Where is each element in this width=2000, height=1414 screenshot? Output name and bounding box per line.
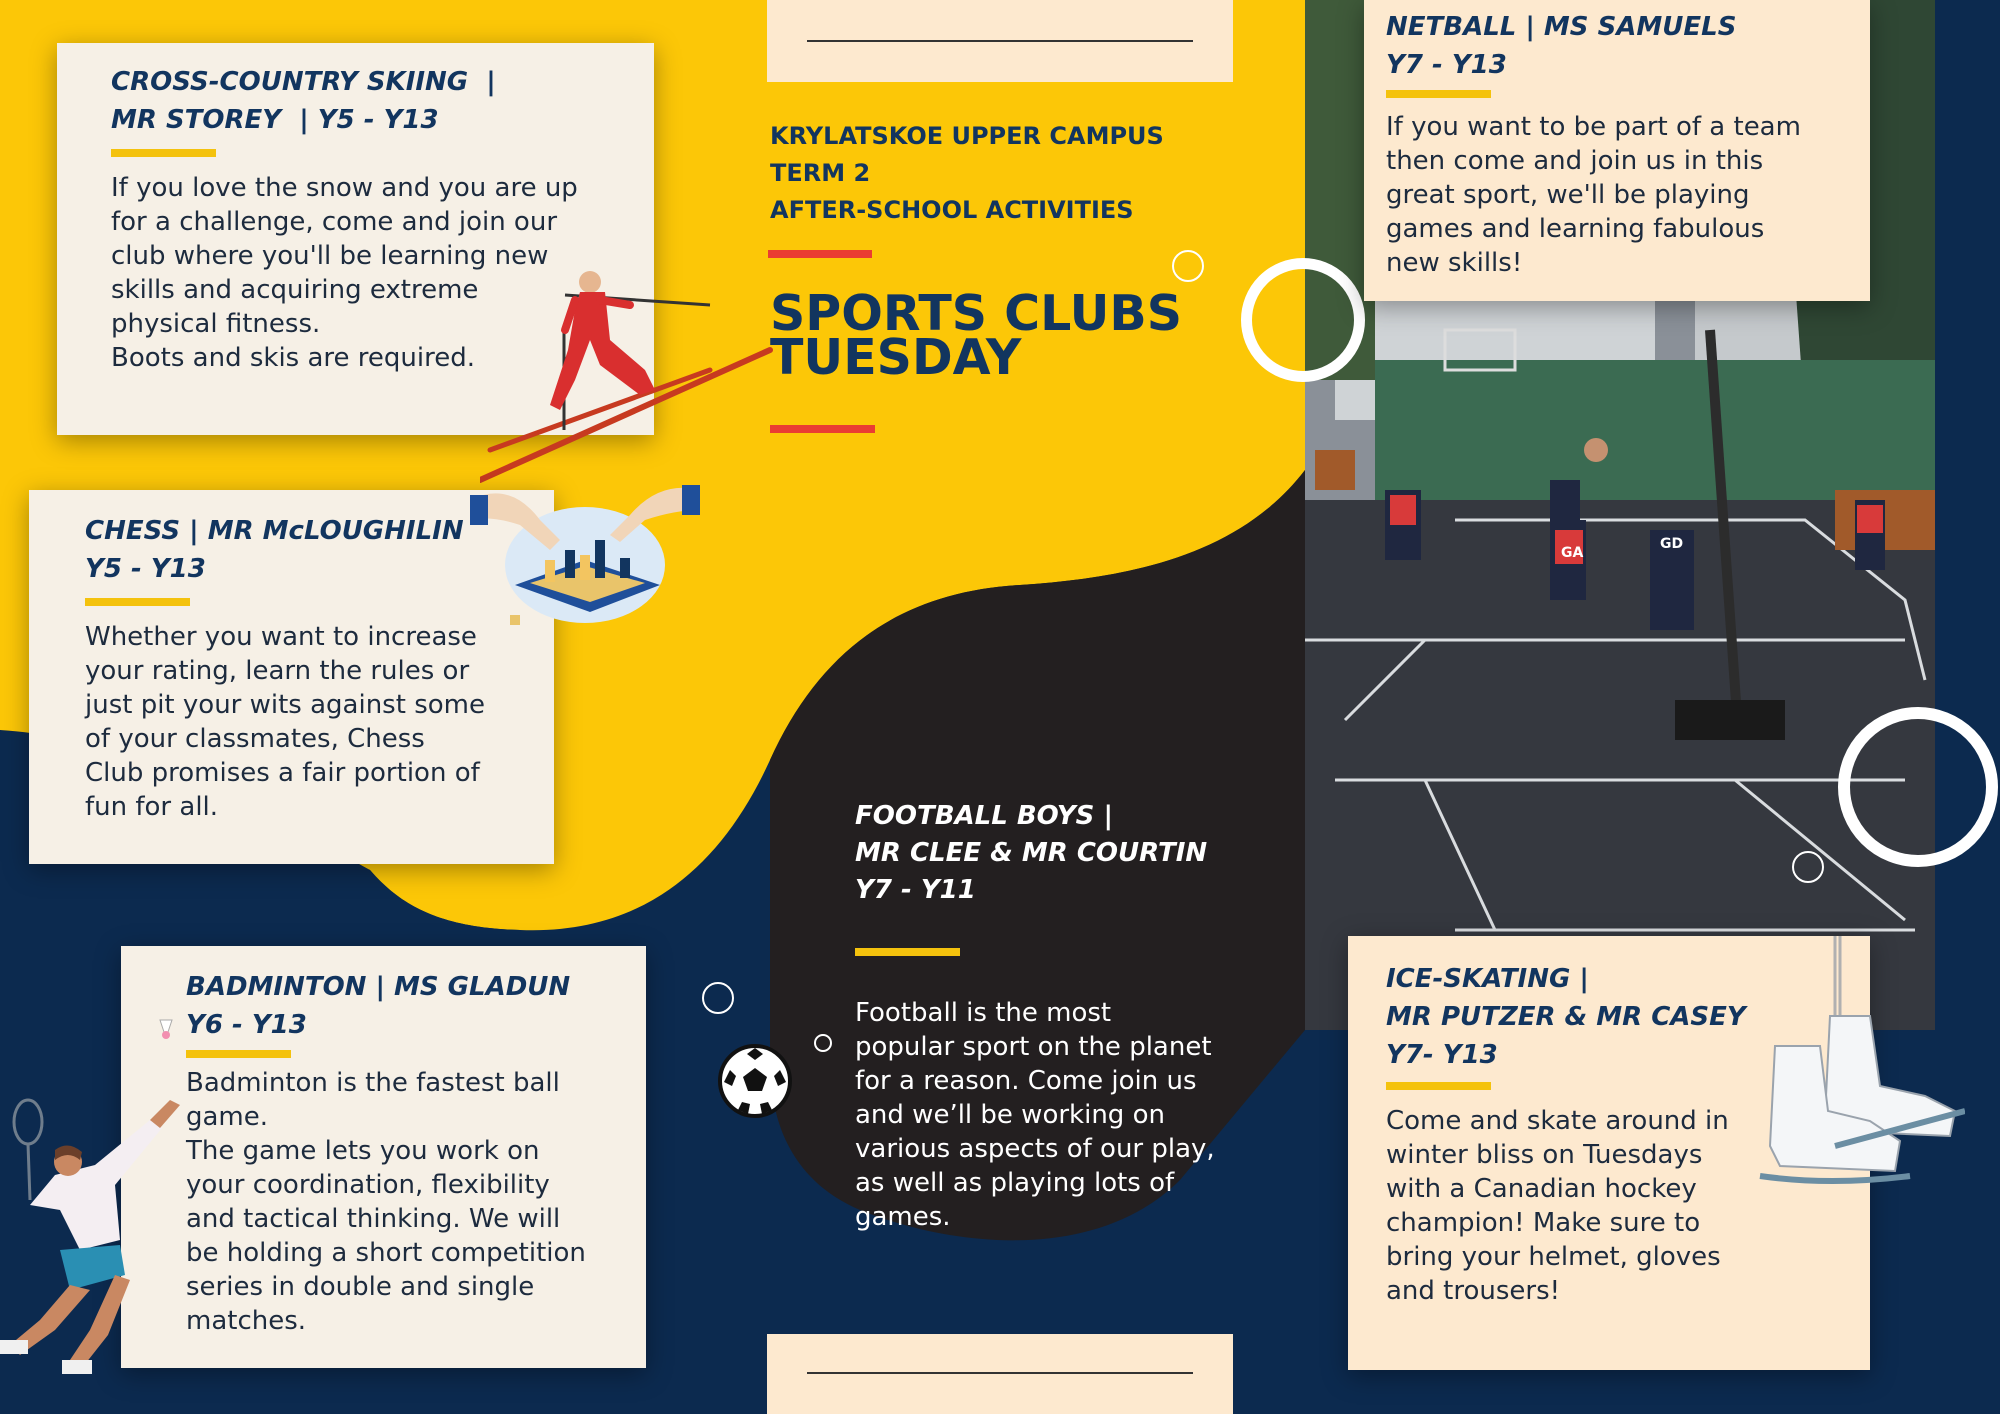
- card-description: Come and skate around in winter bliss on Tuesdays with a Canadian hockey champion! Make sure to bring your helmet, gloves and trousers!: [1386, 1106, 1729, 1306]
- football-title-line: FOOTBALL BOYS |: [855, 801, 1113, 831]
- card-title-line: Y6 - Y13: [186, 1010, 307, 1040]
- decorative-ring-small: [1172, 250, 1204, 282]
- card-description: If you want to be part of a team then come and join us in this great sport, we'll be playing games and learning fabulous new skills!: [1386, 112, 1801, 278]
- title-underline: [111, 149, 216, 157]
- campus-name: KRYLATSKOE UPPER CAMPUS: [770, 122, 1164, 150]
- decorative-ring-large: [1838, 707, 1998, 867]
- football-title-line: Y7 - Y11: [855, 875, 976, 905]
- header-top-divider: [768, 250, 872, 258]
- soccer-ball-icon: [716, 1042, 794, 1120]
- football-title-line: MR CLEE & MR COURTIN: [855, 838, 1208, 868]
- football-description: Football is the most popular sport on the planet for a reason. Come join us and we’ll be working on various aspects of our play, as well as playing lots of games.: [855, 998, 1215, 1232]
- badminton-player-icon: [0, 1090, 200, 1380]
- card-title-line: Y7- Y13: [1386, 1040, 1498, 1070]
- card-title: [85, 512, 524, 588]
- bib-ga: GA: [1561, 545, 1584, 561]
- card-title-line: Y7 - Y13: [1386, 50, 1507, 80]
- skier-icon: [480, 270, 780, 490]
- ice-skates-icon: [1740, 936, 1965, 1206]
- card-title-line: BADMINTON | MS GLADUN: [186, 972, 571, 1002]
- card-title-line: Y5 - Y13: [85, 554, 206, 584]
- card-title: [1386, 8, 1846, 84]
- card-title-line: NETBALL | MS SAMUELS: [1386, 12, 1737, 42]
- card-title-line: CROSS-COUNTRY SKIING |: [111, 67, 496, 97]
- decorative-ring-small: [702, 982, 734, 1014]
- card-description: If you love the snow and you are up for a challenge, come and join our club where you'll be learning new skills and acquiring extreme physical fitness. Boots and skis are required.: [111, 173, 578, 373]
- top-tab: [767, 0, 1233, 82]
- title-underline: [1386, 90, 1491, 98]
- shuttlecock-icon: [158, 1018, 178, 1040]
- card-title-line: ICE-SKATING |: [1386, 964, 1589, 994]
- main-title-line2: TUESDAY: [770, 329, 1022, 386]
- chess-icon: [470, 480, 700, 625]
- card-title: [186, 968, 622, 1044]
- title-underline: [1386, 1082, 1491, 1090]
- header-block: [770, 118, 1230, 229]
- main-title: [770, 285, 1230, 386]
- decorative-ring-small: [814, 1034, 832, 1052]
- main-title-line1: SPORTS CLUBS: [770, 285, 1183, 342]
- decorative-ring-large: [1241, 258, 1365, 382]
- title-underline: [85, 598, 190, 606]
- card-title-line: CHESS | MR McLOUGHILIN: [85, 516, 464, 546]
- term-label: TERM 2: [770, 159, 871, 187]
- card-description: Badminton is the fastest ball game. The game lets you work on your coordination, flexibility and tactical thinking. We will be holding a short competition series in double and single matches.: [186, 1068, 586, 1336]
- title-underline: [186, 1050, 291, 1058]
- card-description: Whether you want to increase your rating, learn the rules or just pit your wits against some of your classmates, Chess Club promises a fair portion of fun for all.: [85, 622, 485, 822]
- football-underline: [855, 948, 960, 956]
- card-title: [111, 63, 614, 139]
- decorative-ring-small: [1792, 851, 1824, 883]
- football-title: [855, 798, 1275, 909]
- header-bottom-divider: [770, 425, 875, 433]
- bib-gd: GD: [1660, 536, 1684, 552]
- card-netball: [1364, 0, 1870, 301]
- bottom-tab: [767, 1334, 1233, 1414]
- card-title-line: MR PUTZER & MR CASEY: [1386, 1002, 1746, 1032]
- card-title-line: MR STOREY | Y5 - Y13: [111, 105, 439, 135]
- activities-subtitle: AFTER-SCHOOL ACTIVITIES: [770, 196, 1134, 224]
